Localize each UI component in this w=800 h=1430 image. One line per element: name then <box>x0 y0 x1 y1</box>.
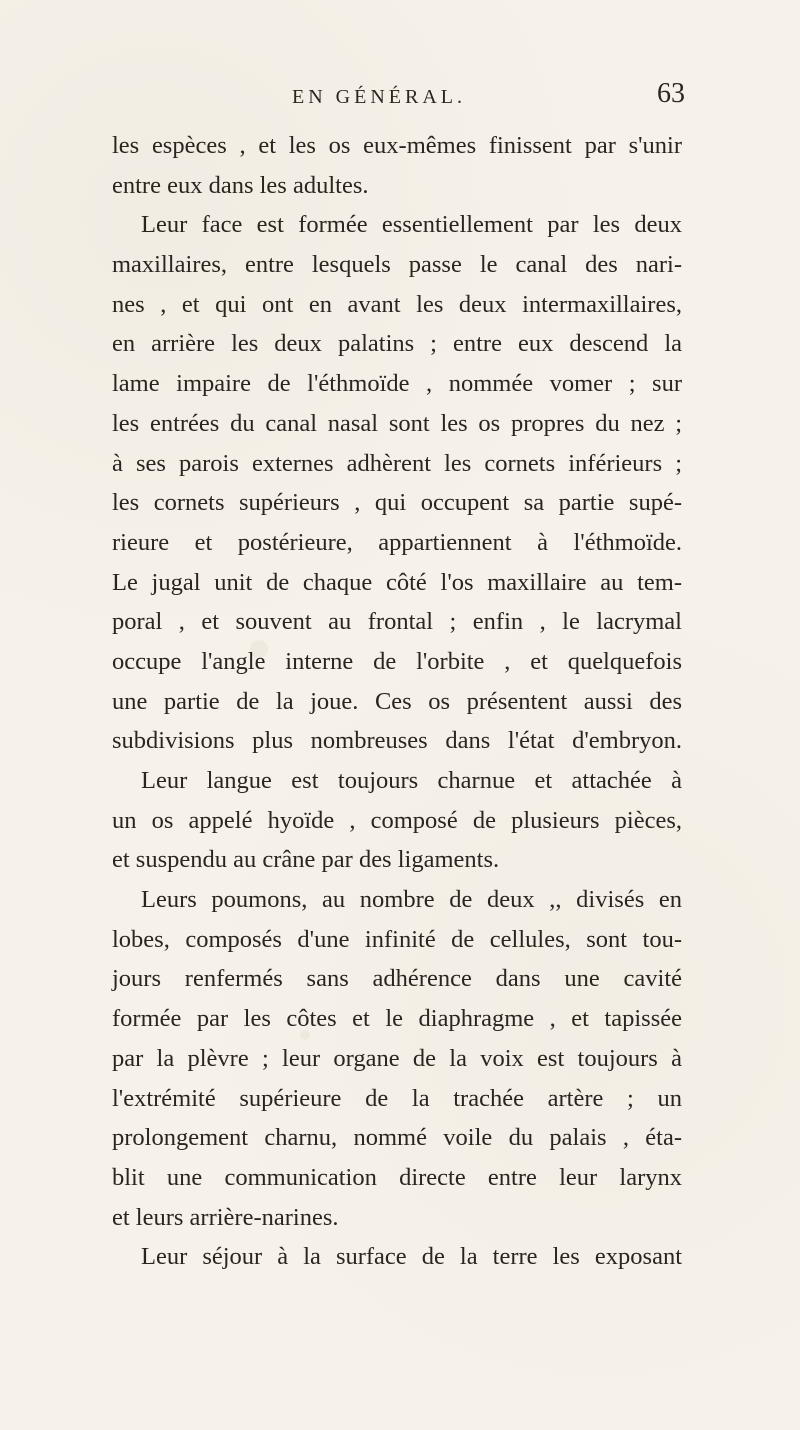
text-line: l'extrémité supérieure de la trachée artère ; un <box>112 1084 682 1112</box>
text-line: par la plèvre ; leur organe de la voix est toujours à <box>112 1044 682 1072</box>
text-line: à ses parois externes adhèrent les cornets inférieurs ; <box>112 449 682 477</box>
text-line: blit une communication directe entre leur larynx <box>112 1163 682 1191</box>
text-line: rieure et postérieure, appartiennent à l'éthmoïde. <box>112 528 682 556</box>
text-line: occupe l'angle interne de l'orbite , et quelquefois <box>112 647 682 675</box>
text-line: maxillaires, entre lesquels passe le canal des nari- <box>112 251 682 279</box>
text-line: lobes, composés d'une infinité de cellules, sont tou- <box>112 925 682 953</box>
text-line: les entrées du canal nasal sont les os propres du nez ; <box>112 409 682 437</box>
text-line: Leur langue est toujours charnue et attachée à <box>141 767 682 794</box>
text-line: subdivisions plus nombreuses dans l'état d'embryon. <box>112 727 682 755</box>
text-line: une partie de la joue. Ces os présentent aussi des <box>112 687 682 715</box>
text-line: un os appelé hyoïde , composé de plusieurs pièces, <box>112 806 682 834</box>
text-line: jours renfermés sans adhérence dans une cavité <box>112 965 682 993</box>
text-line: les espèces , et les os eux-mêmes finissent par s'unir <box>112 132 682 159</box>
text-line: Leurs poumons, au nombre de deux ,, divisés en <box>141 886 682 914</box>
body-text <box>112 126 682 1277</box>
text-line: les cornets supérieurs , qui occupent sa partie supé- <box>112 489 682 517</box>
text-line: nes , et qui ont en avant les deux intermaxillaires, <box>112 290 682 318</box>
text-line: Leur séjour à la surface de la terre les exposant <box>141 1243 682 1271</box>
text-line: poral , et souvent au frontal ; enfin , le lacrymal <box>112 608 682 636</box>
text-line: et suspendu au crâne par des ligaments. <box>112 846 500 874</box>
text-line: formée par les côtes et le diaphragme , et tapissée <box>112 1005 682 1033</box>
text-line: Leur face est formée essentiellement par les deux <box>141 211 682 239</box>
running-head-title: EN GÉNÉRAL. <box>292 86 466 108</box>
text-line: lame impaire de l'éthmoïde , nommée vomer ; sur <box>112 370 682 398</box>
running-head <box>0 78 800 118</box>
text-line: Le jugal unit de chaque côté l'os maxillaire au tem- <box>112 568 682 596</box>
text-line: prolongement charnu, nommé voile du palais , éta- <box>112 1124 682 1152</box>
text-line: et leurs arrière-narines. <box>112 1203 339 1231</box>
page-number: 63 <box>657 78 685 109</box>
text-line: en arrière les deux palatins ; entre eux descend la <box>112 330 682 358</box>
text-line: entre eux dans les adultes. <box>112 171 369 199</box>
